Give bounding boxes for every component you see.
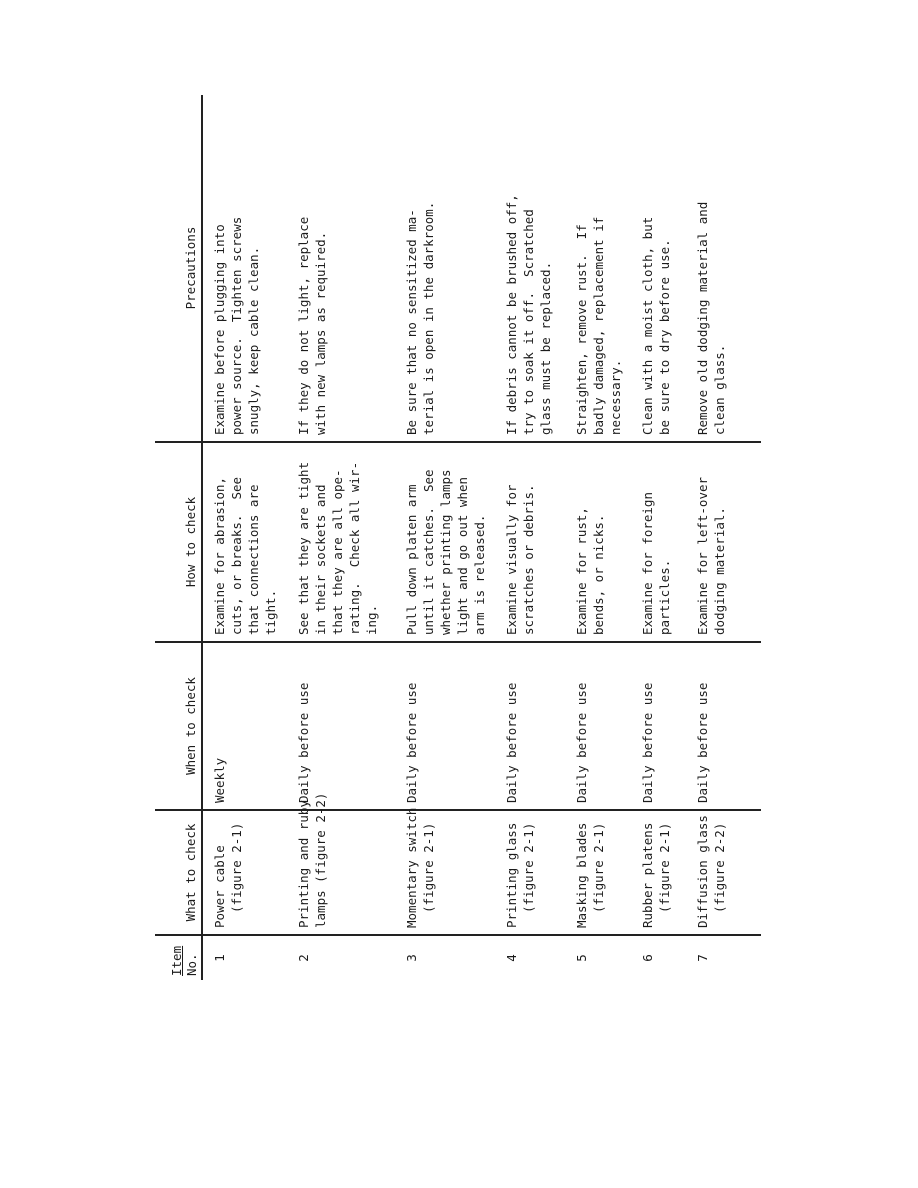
item-number-cell: 5 [574, 954, 589, 962]
table-row [495, 95, 565, 980]
header-item-no [155, 935, 202, 980]
what-to-check-cell: Rubber platens (figure 2-1) [631, 810, 686, 935]
what-to-check-cell: Printing glass (figure 2-1) [495, 810, 565, 935]
how-to-check-cell: Examine for rust, bends, or nicks. [565, 442, 631, 642]
precautions-cell: Remove old dodging material and clean glass. [686, 95, 761, 442]
header-precautions: Precautions [155, 95, 202, 442]
how-to-check-cell: Examine for abrasion, cuts, or breaks. See that connections are tight. [202, 442, 287, 642]
rotated-table-container [155, 95, 795, 980]
maintenance-table [155, 95, 761, 980]
what-to-check-cell: Momentary switch (figure 2-1) [395, 810, 495, 935]
precautions-cell: If debris cannot be brushed off, try to soak it off. Scratched glass must be replaced. [495, 95, 565, 442]
header-item-line1: Item [169, 945, 184, 976]
when-to-check-cell: Daily before use [686, 642, 761, 810]
table-row [686, 95, 761, 980]
how-to-check-cell: See that they are tight in their sockets and that they are all ope- rating. Check all wir- ing. [287, 442, 395, 642]
when-to-check-cell: Daily before use [631, 642, 686, 810]
what-to-check-cell: Power cable (figure 2-1) [202, 810, 287, 935]
precautions-cell: Examine before plugging into power source. Tighten screws snugly, keep cable clean. [202, 95, 287, 442]
table-row [565, 95, 631, 980]
item-number-cell: 3 [404, 954, 419, 962]
when-to-check-cell: Daily before use [395, 642, 495, 810]
precautions-cell: Clean with a moist cloth, but be sure to dry before use. [631, 95, 686, 442]
table-body [202, 95, 761, 980]
table-row [395, 95, 495, 980]
header-how-to-check: How to check [155, 442, 202, 642]
header-what-to-check: What to check [155, 810, 202, 935]
how-to-check-cell: Pull down platen arm until it catches. See whether printing lamps light and go out when arm is released. [395, 442, 495, 642]
when-to-check-cell: Daily before use [565, 642, 631, 810]
when-to-check-cell: Daily before use [495, 642, 565, 810]
what-to-check-cell: Masking blades (figure 2-1) [565, 810, 631, 935]
header-when-to-check: When to check [155, 642, 202, 810]
when-to-check-cell: Daily before use [287, 642, 395, 810]
header-item-line2: No. [184, 953, 199, 976]
precautions-cell: Straighten, remove rust. If badly damaged, replacement if necessary. [565, 95, 631, 442]
table-row [287, 95, 395, 980]
item-number-cell: 2 [296, 954, 311, 962]
item-number-cell: 7 [695, 954, 710, 962]
when-to-check-cell: Weekly [202, 642, 287, 810]
what-to-check-cell: Diffusion glass (figure 2-2) [686, 810, 761, 935]
table-row [202, 95, 287, 980]
how-to-check-cell: Examine for foreign particles. [631, 442, 686, 642]
precautions-cell: If they do not light, replace with new lamps as required. [287, 95, 395, 442]
how-to-check-cell: Examine for left-over dodging material. [686, 442, 761, 642]
how-to-check-cell: Examine visually for scratches or debris. [495, 442, 565, 642]
table-row [631, 95, 686, 980]
item-number-cell: 4 [504, 954, 519, 962]
precautions-cell: Be sure that no sensitized ma- terial is open in the darkroom. [395, 95, 495, 442]
item-number-cell: 6 [640, 954, 655, 962]
what-to-check-cell: Printing and ruby lamps (figure 2-2) [287, 810, 395, 935]
table-header-row [155, 95, 202, 980]
item-number-cell: 1 [212, 954, 227, 962]
